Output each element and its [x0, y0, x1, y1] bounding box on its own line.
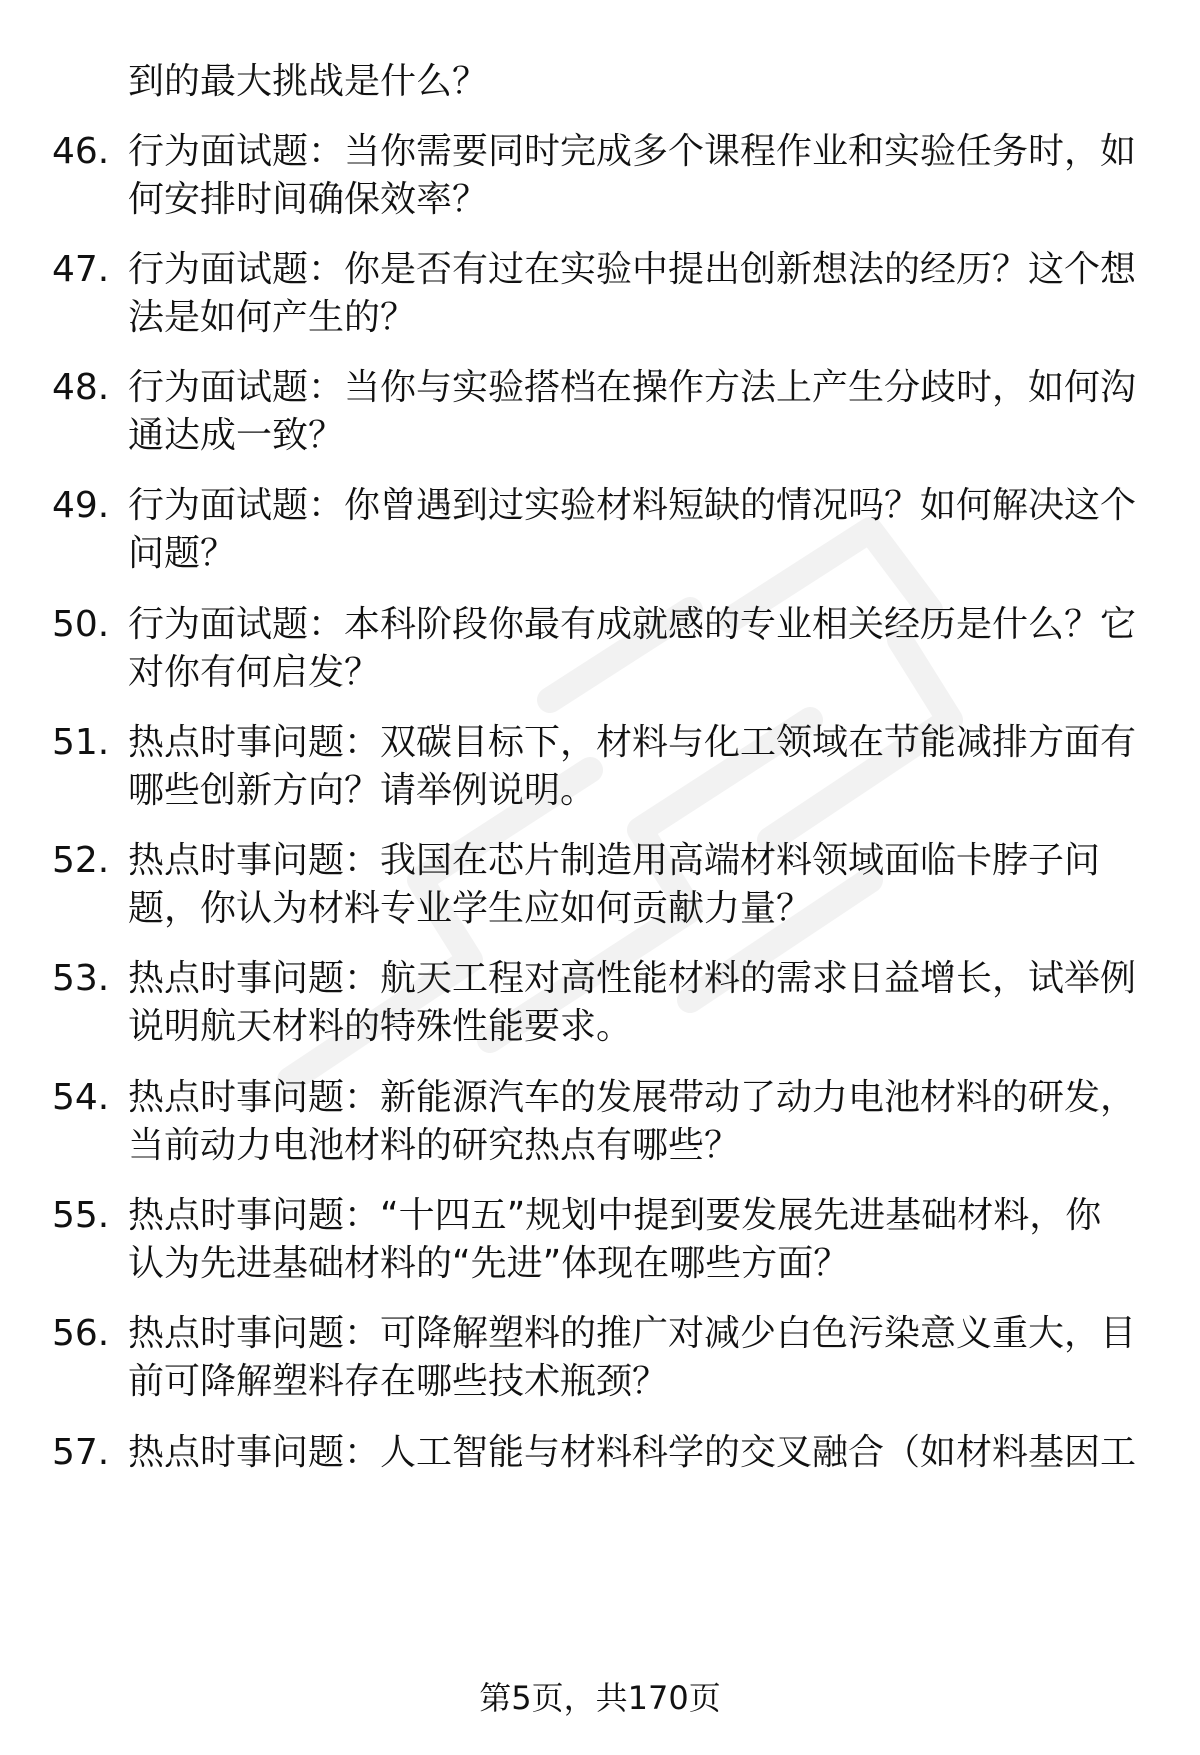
- question-text: 何安排时间确保效率？: [128, 179, 489, 220]
- question-text: 行为面试题：你曾遇到过实验材料短缺的情况吗？如何解决这个: [128, 485, 1137, 526]
- question-text: 热点时事问题：航天工程对高性能材料的需求日益增长，试举例: [128, 958, 1137, 999]
- question-number: 57.: [52, 1432, 110, 1473]
- question-text: 行为面试题：你是否有过在实验中提出创新想法的经历？这个想: [128, 249, 1137, 290]
- question-number: 55.: [52, 1195, 110, 1236]
- question-number: 54.: [52, 1077, 110, 1118]
- question-number: 46.: [52, 131, 110, 172]
- question-text: 前可降解塑料存在哪些技术瓶颈？: [128, 1361, 669, 1402]
- question-text: 题，你认为材料专业学生应如何贡献力量？: [128, 888, 813, 929]
- question-text: 热点时事问题：新能源汽车的发展带动了动力电池材料的研发，: [128, 1077, 1137, 1118]
- question-number: 48.: [52, 367, 110, 408]
- question-text: 行为面试题：本科阶段你最有成就感的专业相关经历是什么？它: [128, 604, 1137, 645]
- continuation-text: 到的最大挑战是什么？: [128, 61, 489, 102]
- question-text: 当前动力电池材料的研究热点有哪些？: [128, 1125, 741, 1166]
- question-text: 法是如何产生的？: [128, 297, 417, 338]
- question-text: 热点时事问题：可降解塑料的推广对减少白色污染意义重大，目: [128, 1313, 1137, 1354]
- question-text: 通达成一致？: [128, 415, 345, 456]
- question-text: 哪些创新方向？请举例说明。: [128, 770, 597, 811]
- question-number: 47.: [52, 249, 110, 290]
- question-text: 行为面试题：当你需要同时完成多个课程作业和实验任务时，如: [128, 131, 1137, 172]
- question-text: 说明航天材料的特殊性能要求。: [128, 1006, 633, 1047]
- question-text: 认为先进基础材料的“先进”体现在哪些方面？: [128, 1243, 850, 1284]
- question-number: 56.: [52, 1313, 110, 1354]
- question-number: 53.: [52, 958, 110, 999]
- question-text: 对你有何启发？: [128, 652, 381, 693]
- question-number: 52.: [52, 840, 110, 881]
- question-text: 热点时事问题：我国在芯片制造用高端材料领域面临卡脖子问: [128, 840, 1101, 881]
- question-text: 热点时事问题：“十四五”规划中提到要发展先进基础材料，你: [128, 1195, 1102, 1236]
- question-text: 行为面试题：当你与实验搭档在操作方法上产生分歧时，如何沟: [128, 367, 1137, 408]
- question-number: 51.: [52, 722, 110, 763]
- page-footer: 第5页，共170页: [479, 1679, 721, 1717]
- question-number: 50.: [52, 604, 110, 645]
- question-number: 49.: [52, 485, 110, 526]
- question-text: 问题？: [128, 533, 237, 574]
- question-text: 热点时事问题：人工智能与材料科学的交叉融合（如材料基因工: [128, 1432, 1137, 1473]
- question-text: 热点时事问题：双碳目标下，材料与化工领域在节能减排方面有: [128, 722, 1137, 763]
